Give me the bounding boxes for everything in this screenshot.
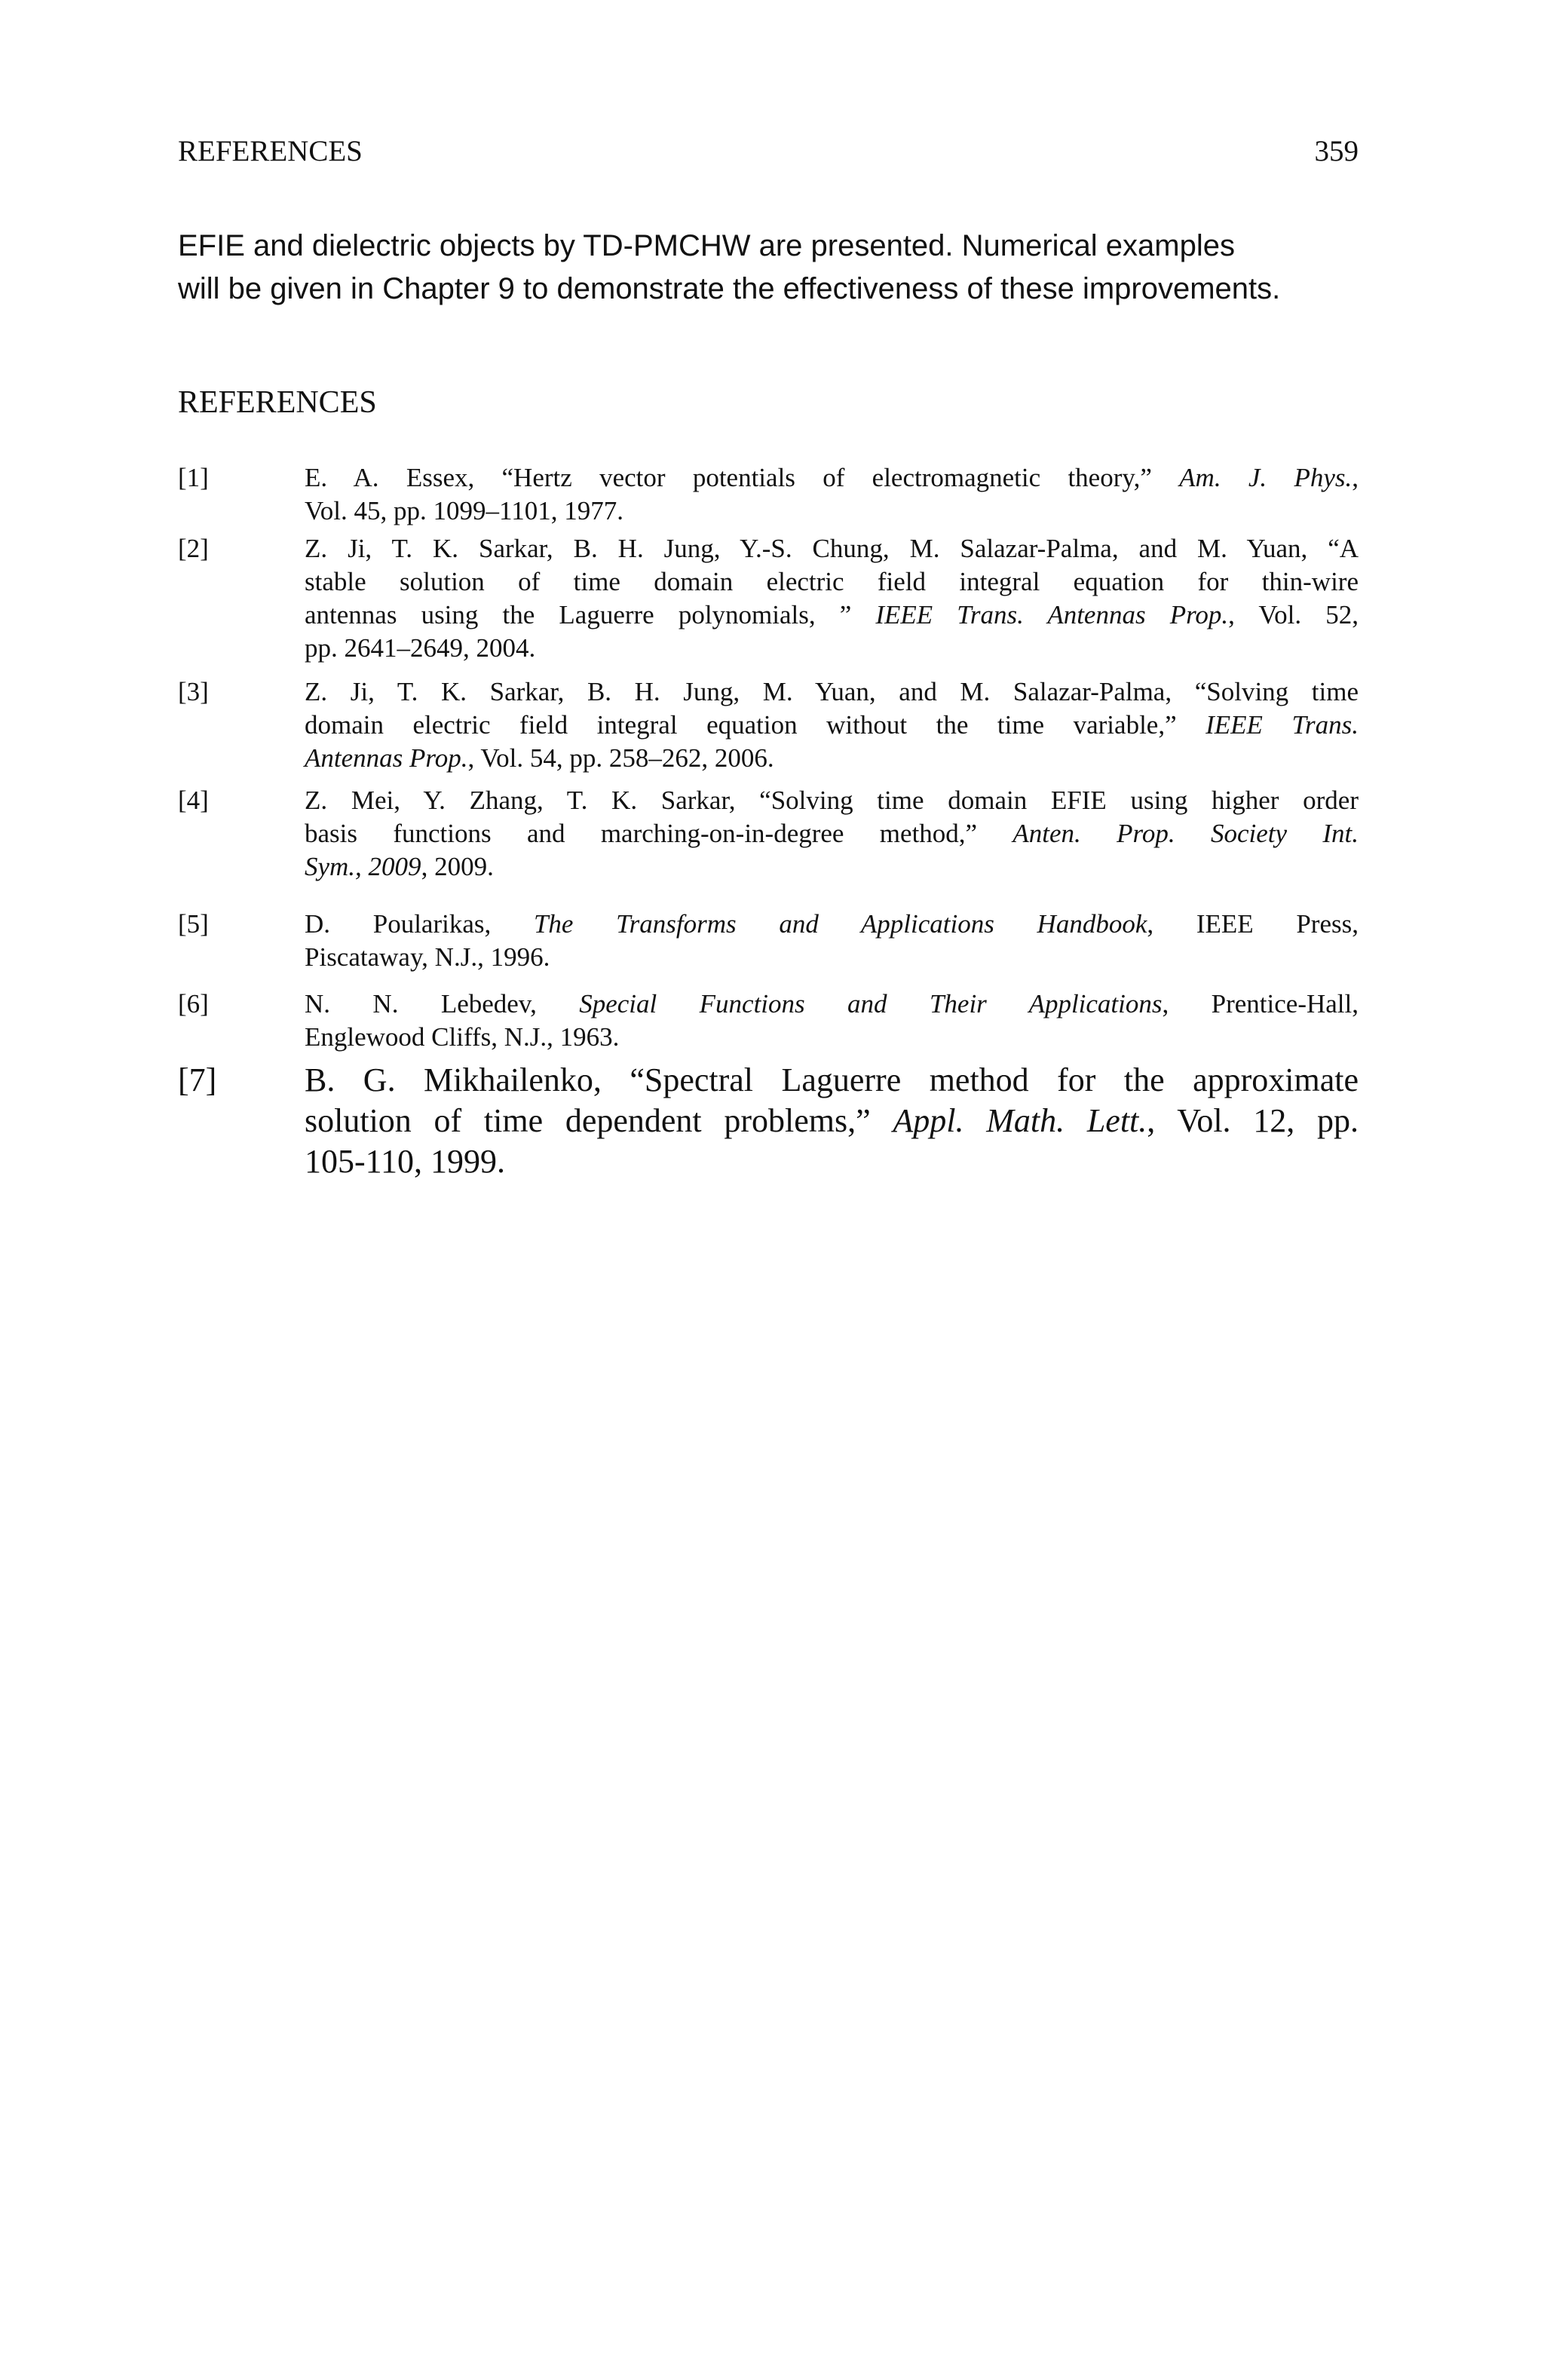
reference-line: stable solution of time domain electric field integral equation for thin-wire (305, 567, 1359, 596)
reference-italic-title: The Transforms and Applications Handbook (533, 909, 1147, 939)
intro-paragraph (178, 225, 1359, 311)
reference-line: Z. Ji, T. K. Sarkar, B. H. Jung, Y.-S. Chung, M. Salazar-Palma, and M. Yuan, “A (305, 534, 1359, 563)
reference-italic-title: IEEE Trans. Antennas Prop. (875, 600, 1229, 629)
reference-line: Sym., 2009, 2009. (305, 852, 494, 881)
reference-text (305, 532, 1359, 665)
intro-line: will be given in Chapter 9 to demonstrate the effectiveness of these improvements. (178, 272, 1281, 305)
reference-italic-title: Special Functions and Their Applications (579, 989, 1163, 1018)
reference-number: [3] (178, 677, 209, 706)
reference-line: domain electric field integral equation without the time variable,” IEEE Trans. (305, 710, 1359, 740)
reference-line: Z. Ji, T. K. Sarkar, B. H. Jung, M. Yuan, and M. Salazar-Palma, “Solving time (305, 677, 1359, 706)
reference-line: E. A. Essex, “Hertz vector potentials of electromagnetic theory,” Am. J. Phys., (305, 463, 1359, 492)
reference-italic-title: IEEE Trans. (1205, 710, 1359, 740)
reference-text (305, 675, 1359, 775)
reference-italic-title: Anten. Prop. Society Int. (1012, 819, 1359, 848)
page-number: 359 (1314, 135, 1359, 167)
reference-number: [2] (178, 534, 209, 563)
reference-italic-title: Sym., 2009 (305, 852, 421, 881)
reference-number: [7] (178, 1061, 217, 1098)
reference-italic-title: Appl. Math. Lett. (893, 1102, 1147, 1139)
reference-line: Vol. 45, pp. 1099–1101, 1977. (305, 496, 623, 525)
reference-text (305, 461, 1359, 528)
reference-line: Z. Mei, Y. Zhang, T. K. Sarkar, “Solving time domain EFIE using higher order (305, 786, 1359, 815)
intro-line: EFIE and dielectric objects by TD-PMCHW are presented. Numerical examples (178, 229, 1235, 262)
reference-number: [4] (178, 786, 209, 815)
reference-line: Antennas Prop., Vol. 54, pp. 258–262, 2006. (305, 743, 774, 773)
reference-text (305, 988, 1359, 1054)
reference-text (305, 1060, 1359, 1182)
reference-line: 105-110, 1999. (305, 1143, 506, 1180)
reference-line: Englewood Cliffs, N.J., 1963. (305, 1022, 620, 1052)
reference-text (305, 784, 1359, 884)
reference-number: [1] (178, 463, 209, 492)
section-heading: REFERENCES (178, 385, 377, 420)
reference-number: [6] (178, 989, 209, 1018)
reference-line: D. Poularikas, The Transforms and Applications Handbook, IEEE Press, (305, 909, 1359, 939)
reference-line: B. G. Mikhailenko, “Spectral Laguerre method for the approximate (305, 1061, 1359, 1098)
reference-italic-title: Antennas Prop. (305, 743, 468, 773)
reference-text (305, 908, 1359, 974)
running-title: REFERENCES (178, 135, 363, 167)
reference-line: N. N. Lebedev, Special Functions and Their Applications, Prentice-Hall, (305, 989, 1359, 1018)
reference-line: basis functions and marching-on-in-degree method,” Anten. Prop. Society Int. (305, 819, 1359, 848)
reference-line: solution of time dependent problems,” Appl. Math. Lett., Vol. 12, pp. (305, 1102, 1359, 1139)
reference-italic-title: Am. J. Phys. (1179, 463, 1353, 492)
reference-number: [5] (178, 909, 209, 939)
reference-line: pp. 2641–2649, 2004. (305, 633, 536, 663)
reference-line: Piscataway, N.J., 1996. (305, 942, 550, 972)
reference-line: antennas using the Laguerre polynomials, ” IEEE Trans. Antennas Prop., Vol. 52, (305, 600, 1359, 629)
